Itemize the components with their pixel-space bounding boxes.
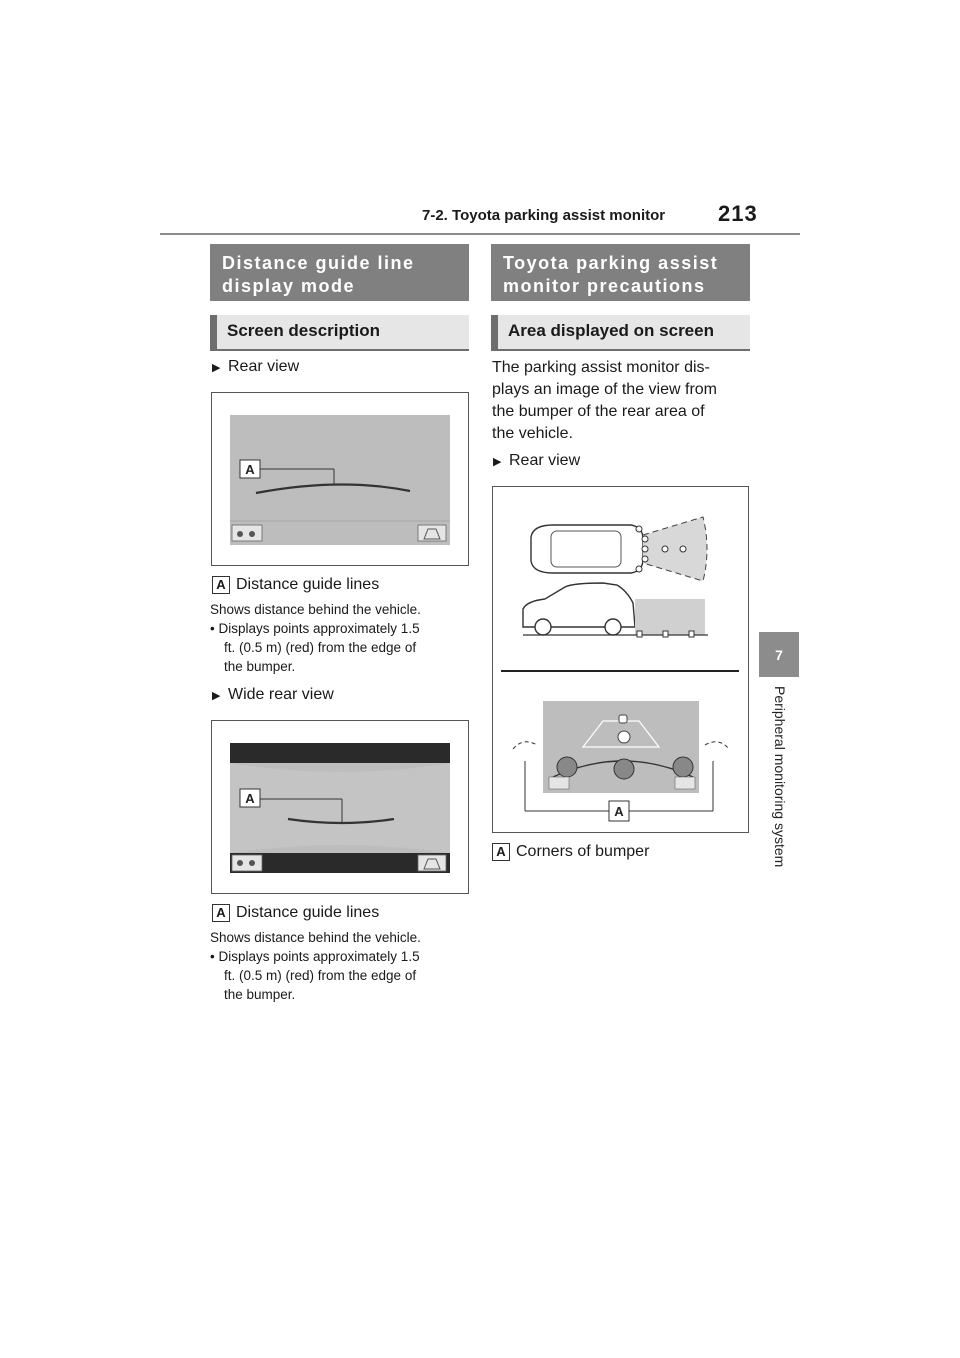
fig2-desc-line: Shows distance behind the vehicle. bbox=[210, 930, 421, 945]
fig3-caption bbox=[492, 843, 649, 861]
wide-rear-view-figure bbox=[211, 720, 469, 894]
section-title-line: Distance guide line bbox=[222, 253, 415, 273]
callout-a-letter: A bbox=[245, 791, 255, 806]
rear-view-screen-illustration bbox=[212, 393, 468, 565]
screen-bottom-bar bbox=[230, 853, 450, 873]
wide-rear-view-label: Wide rear view bbox=[228, 686, 334, 703]
body-line: the bumper of the rear area of bbox=[492, 403, 705, 420]
section-title-line: Toyota parking assist bbox=[503, 253, 719, 273]
fig1-caption-text: Distance guide lines bbox=[236, 576, 380, 594]
fig2-caption-text: Distance guide lines bbox=[236, 904, 380, 922]
camera-coverage-zone bbox=[643, 517, 707, 581]
running-header-title: 7-2. Toyota parking assist monitor bbox=[422, 207, 666, 224]
sensor-icon bbox=[232, 855, 262, 871]
chapter-label-text: Peripheral monitoring system bbox=[772, 686, 788, 868]
body-line: the vehicle. bbox=[492, 425, 573, 442]
wide-rear-view-heading bbox=[212, 686, 334, 704]
fig2-caption bbox=[212, 904, 379, 922]
header-rule bbox=[160, 233, 800, 235]
section-title-line: display mode bbox=[222, 276, 356, 296]
fig1-desc-line: Shows distance behind the vehicle. bbox=[210, 602, 421, 617]
body-line: The parking assist monitor dis- bbox=[492, 359, 710, 376]
rear-view-figure bbox=[211, 392, 469, 566]
triangle-bullet-icon: ▶ bbox=[493, 456, 502, 468]
callout-a-badge: A bbox=[492, 843, 510, 861]
bumper-corner-figure bbox=[492, 486, 749, 833]
subsection-area-displayed: Area displayed on screen bbox=[491, 315, 750, 351]
fig1-caption bbox=[212, 576, 379, 594]
vehicle-top-view bbox=[531, 517, 707, 581]
chapter-number: 7 bbox=[775, 646, 783, 663]
fig2-bullet-line: the bumper. bbox=[224, 987, 296, 1002]
fig3-caption-text: Corners of bumper bbox=[516, 843, 650, 861]
camera-screen bbox=[230, 415, 450, 545]
fig1-bullet-line: the bumper. bbox=[224, 659, 296, 674]
wide-rear-view-screen-illustration bbox=[212, 721, 468, 893]
area-description bbox=[492, 357, 752, 445]
callout-a-badge: A bbox=[212, 904, 230, 922]
sensor-icon bbox=[232, 525, 262, 541]
fig1-description bbox=[210, 600, 470, 676]
right-rear-view-label: Rear view bbox=[509, 452, 581, 469]
vehicle-side-view bbox=[523, 583, 708, 637]
triangle-bullet-icon: ▶ bbox=[212, 690, 221, 702]
section-title-line: monitor precautions bbox=[503, 276, 706, 296]
fig1-bullet-line: ft. (0.5 m) (red) from the edge of bbox=[224, 640, 417, 655]
callout-a-letter: A bbox=[614, 804, 624, 819]
body-line: plays an image of the view from bbox=[492, 381, 717, 398]
subsection-screen-description: Screen description bbox=[210, 315, 469, 351]
rear-view-label: Rear view bbox=[228, 358, 300, 375]
section-title-distance-guide bbox=[210, 244, 469, 301]
triangle-bullet-icon: ▶ bbox=[212, 362, 221, 374]
section-title-precautions bbox=[491, 244, 750, 301]
screen-top-bar bbox=[230, 743, 450, 763]
chapter-label bbox=[766, 686, 792, 906]
right-rear-view-heading bbox=[493, 452, 580, 470]
callout-a-badge: A bbox=[212, 576, 230, 594]
callout-a-letter: A bbox=[245, 462, 255, 477]
fig2-description bbox=[210, 928, 470, 1004]
page-number: 213 bbox=[718, 201, 758, 226]
fig1-bullet-line: • Displays points approximately 1.5 bbox=[210, 621, 420, 636]
camera-screen-view bbox=[513, 701, 729, 793]
bumper-corner-illustration bbox=[493, 487, 748, 832]
fig2-bullet-line: • Displays points approximately 1.5 bbox=[210, 949, 420, 964]
fig2-bullet-line: ft. (0.5 m) (red) from the edge of bbox=[224, 968, 417, 983]
rear-view-heading bbox=[212, 358, 299, 376]
